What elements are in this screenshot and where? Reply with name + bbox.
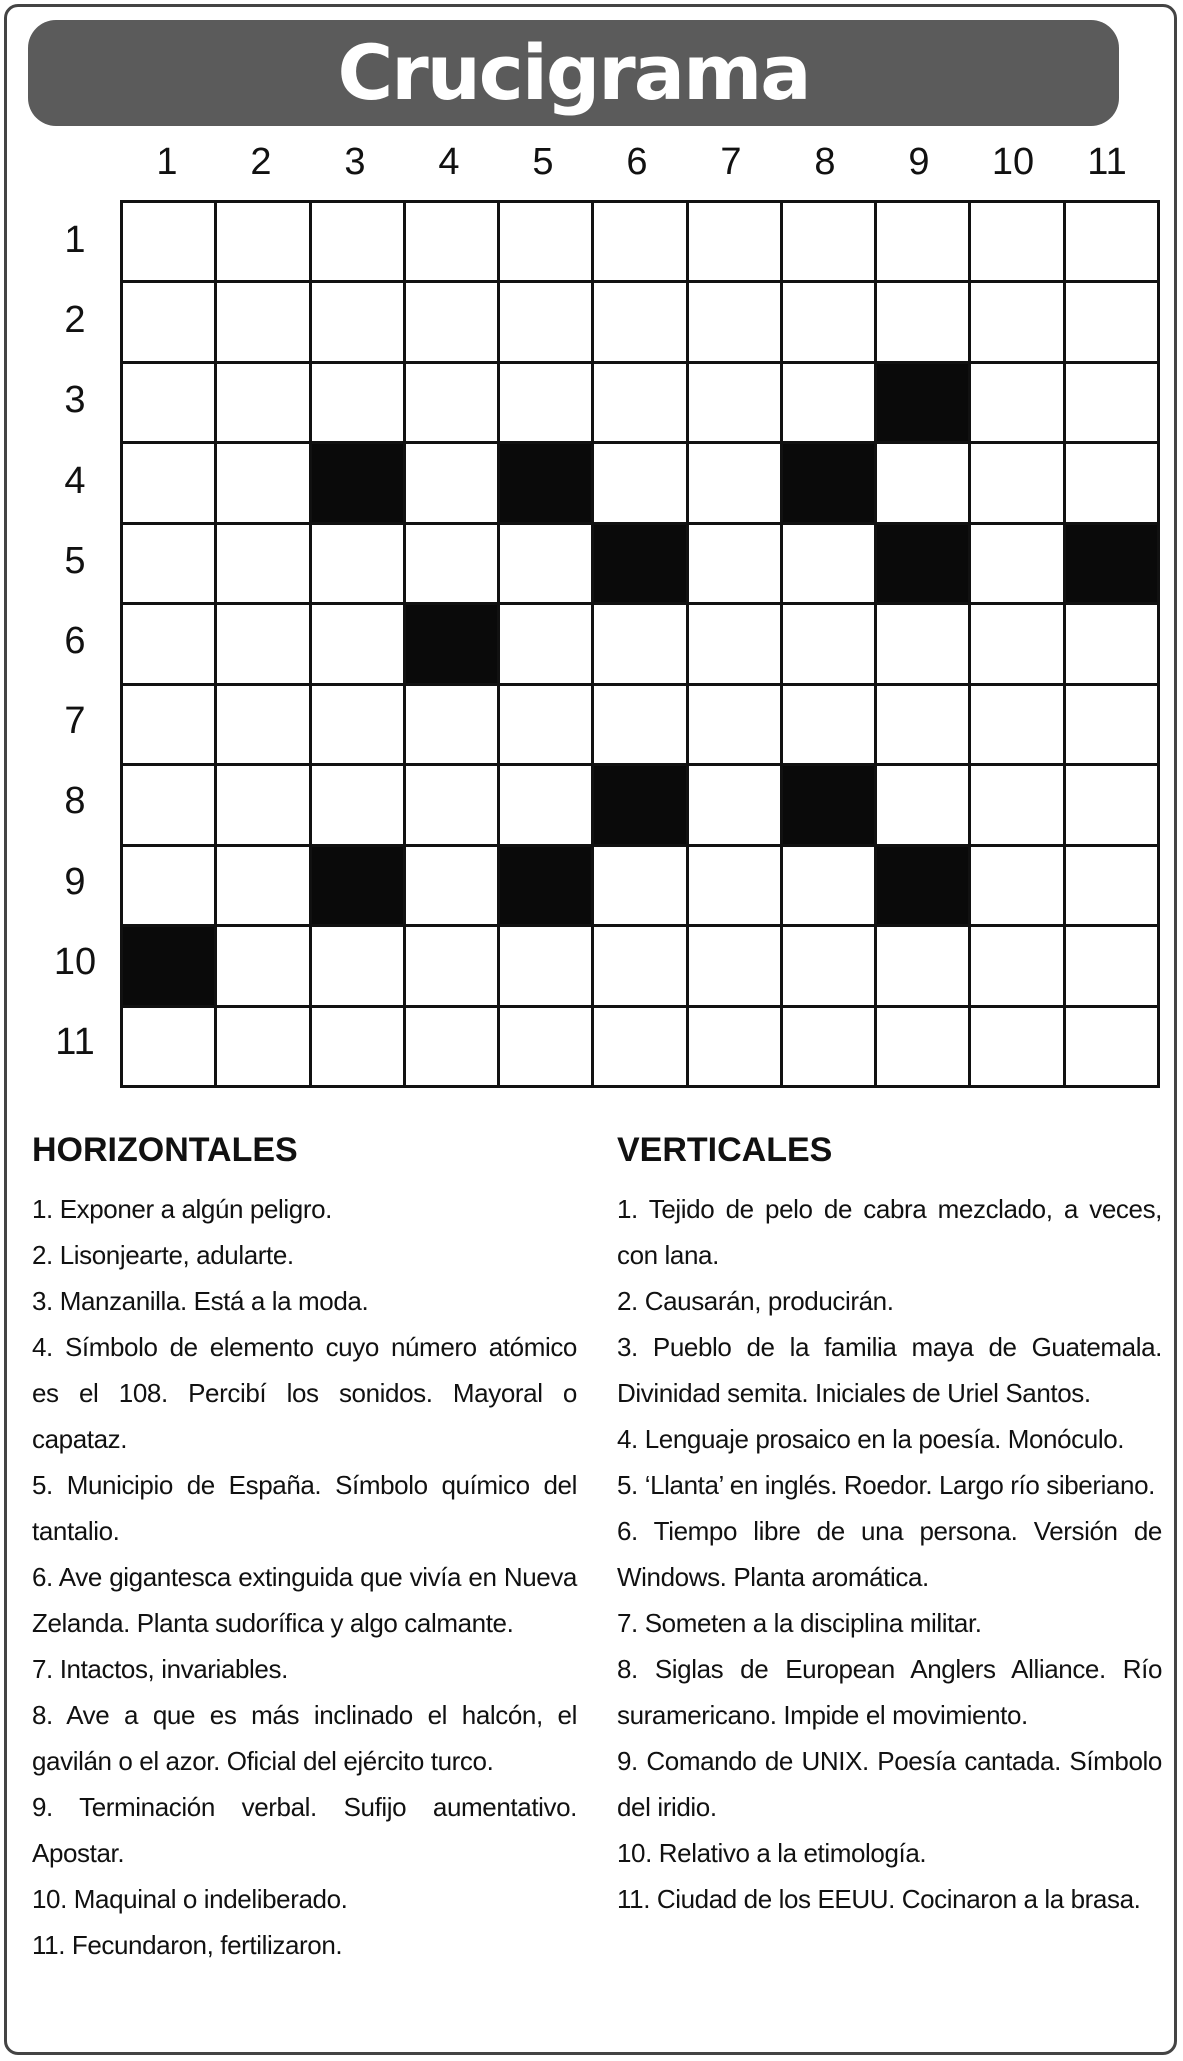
clue-item: 3. Pueblo de la familia maya de Guatemala. Divinidad semita. Iniciales de Uriel Santos. bbox=[617, 1332, 1162, 1408]
grid-cell[interactable] bbox=[971, 1008, 1062, 1085]
grid-cell[interactable] bbox=[594, 203, 685, 280]
grid-cell[interactable] bbox=[406, 364, 497, 441]
grid-cell[interactable] bbox=[217, 686, 308, 763]
column-number: 8 bbox=[814, 141, 836, 183]
grid-cell[interactable] bbox=[783, 686, 874, 763]
grid-cell[interactable] bbox=[217, 927, 308, 1004]
grid-cell[interactable] bbox=[406, 1008, 497, 1085]
column-number: 7 bbox=[720, 141, 742, 183]
grid-cell[interactable] bbox=[783, 927, 874, 1004]
clue-item: 7. Intactos, invariables. bbox=[32, 1654, 288, 1684]
grid-cell[interactable] bbox=[594, 444, 685, 521]
grid-cell[interactable] bbox=[406, 525, 497, 602]
grid-cell[interactable] bbox=[689, 686, 780, 763]
black-cell bbox=[594, 766, 685, 843]
grid-cell[interactable] bbox=[1066, 444, 1157, 521]
row-number: 6 bbox=[64, 620, 86, 662]
grid-cell[interactable] bbox=[971, 203, 1062, 280]
grid-cell[interactable] bbox=[783, 283, 874, 360]
row-number: 3 bbox=[64, 379, 86, 422]
grid-cell[interactable] bbox=[1066, 847, 1157, 924]
horizontal-clue-list bbox=[32, 1186, 577, 1968]
grid-cell[interactable] bbox=[312, 766, 403, 843]
clue-item: 9. Comando de UNIX. Poesía cantada. Símbolo del iridio. bbox=[617, 1746, 1162, 1822]
grid-cell[interactable] bbox=[783, 847, 874, 924]
black-cell bbox=[877, 364, 968, 441]
grid-cell[interactable] bbox=[500, 364, 591, 441]
column-number: 2 bbox=[250, 141, 272, 183]
column-number: 10 bbox=[991, 141, 1035, 183]
crossword-grid bbox=[120, 200, 1160, 1088]
black-cell bbox=[783, 766, 874, 843]
grid-cell[interactable] bbox=[406, 847, 497, 924]
grid-cell[interactable] bbox=[1066, 605, 1157, 682]
grid-cell[interactable] bbox=[406, 283, 497, 360]
grid-cell[interactable] bbox=[217, 525, 308, 602]
grid-cell[interactable] bbox=[783, 1008, 874, 1085]
grid-cell[interactable] bbox=[217, 847, 308, 924]
column-number: 9 bbox=[908, 141, 930, 183]
grid-cell[interactable] bbox=[971, 847, 1062, 924]
grid-cell[interactable] bbox=[123, 605, 214, 682]
grid-cell[interactable] bbox=[123, 1008, 214, 1085]
grid-cell[interactable] bbox=[877, 605, 968, 682]
grid-cell[interactable] bbox=[594, 686, 685, 763]
grid-cell[interactable] bbox=[123, 203, 214, 280]
grid-cell[interactable] bbox=[971, 686, 1062, 763]
grid-cell[interactable] bbox=[312, 364, 403, 441]
black-cell bbox=[312, 847, 403, 924]
black-cell bbox=[406, 605, 497, 682]
black-cell bbox=[877, 525, 968, 602]
grid-cell[interactable] bbox=[1066, 686, 1157, 763]
vertical-clue-list bbox=[617, 1186, 1162, 1922]
grid-cell[interactable] bbox=[689, 766, 780, 843]
row-number: 11 bbox=[55, 1021, 95, 1063]
clue-item: 5. Municipio de España. Símbolo químico del tantalio. bbox=[32, 1470, 577, 1546]
grid-cell[interactable] bbox=[217, 364, 308, 441]
column-number: 11 bbox=[1087, 141, 1127, 183]
grid-cell[interactable] bbox=[500, 927, 591, 1004]
grid-cell[interactable] bbox=[500, 525, 591, 602]
black-cell bbox=[783, 444, 874, 521]
clue-item: 10. Relativo a la etimología. bbox=[617, 1838, 927, 1868]
clue-item: 5. ‘Llanta’ en inglés. Roedor. Largo río siberiano. bbox=[617, 1470, 1155, 1500]
grid-cell[interactable] bbox=[123, 525, 214, 602]
grid-cell[interactable] bbox=[217, 444, 308, 521]
grid-cell[interactable] bbox=[594, 605, 685, 682]
grid-cell[interactable] bbox=[971, 927, 1062, 1004]
grid-cell[interactable] bbox=[971, 605, 1062, 682]
grid-cell[interactable] bbox=[500, 605, 591, 682]
grid-cell[interactable] bbox=[783, 605, 874, 682]
grid-cell[interactable] bbox=[312, 605, 403, 682]
clue-item: 4. Símbolo de elemento cuyo número atómico es el 108. Percibí los sonidos. Mayoral o capataz. bbox=[32, 1332, 577, 1454]
column-number-header bbox=[120, 135, 1158, 190]
grid-cell[interactable] bbox=[312, 525, 403, 602]
grid-cell[interactable] bbox=[123, 766, 214, 843]
clue-item: 1. Tejido de pelo de cabra mezclado, a veces, con lana. bbox=[617, 1194, 1162, 1270]
clue-item: 1. Exponer a algún peligro. bbox=[32, 1194, 332, 1224]
grid-cell[interactable] bbox=[123, 847, 214, 924]
grid-cell[interactable] bbox=[312, 927, 403, 1004]
grid-cell[interactable] bbox=[1066, 766, 1157, 843]
grid-cell[interactable] bbox=[877, 1008, 968, 1085]
vertical-clues-section bbox=[617, 1120, 1162, 1922]
grid-cell[interactable] bbox=[783, 364, 874, 441]
grid-cell[interactable] bbox=[594, 283, 685, 360]
grid-cell[interactable] bbox=[500, 283, 591, 360]
grid-cell[interactable] bbox=[1066, 203, 1157, 280]
grid-cell[interactable] bbox=[217, 605, 308, 682]
column-number: 6 bbox=[626, 141, 648, 183]
clue-item: 6. Ave gigantesca extinguida que vivía en Nueva Zelanda. Planta sudorífica y algo calmante. bbox=[32, 1562, 577, 1638]
grid-cell[interactable] bbox=[877, 766, 968, 843]
grid-cell[interactable] bbox=[689, 847, 780, 924]
black-cell bbox=[1066, 525, 1157, 602]
grid-cell[interactable] bbox=[406, 766, 497, 843]
column-number: 1 bbox=[156, 141, 178, 183]
clue-item: 7. Someten a la disciplina militar. bbox=[617, 1608, 982, 1638]
row-number: 4 bbox=[64, 459, 86, 502]
clue-item: 8. Siglas de European Anglers Alliance. Río suramericano. Impide el movimiento. bbox=[617, 1654, 1162, 1730]
clue-item: 10. Maquinal o indeliberado. bbox=[32, 1884, 348, 1914]
grid-cell[interactable] bbox=[312, 203, 403, 280]
clue-item: 6. Tiempo libre de una persona. Versión de Windows. Planta aromática. bbox=[617, 1516, 1162, 1592]
grid-cell[interactable] bbox=[689, 927, 780, 1004]
grid-cell[interactable] bbox=[1066, 283, 1157, 360]
grid-cell[interactable] bbox=[877, 444, 968, 521]
page-title: Crucigrama bbox=[337, 28, 810, 117]
grid-cell[interactable] bbox=[689, 203, 780, 280]
title-bar bbox=[28, 20, 1119, 126]
row-number: 7 bbox=[64, 700, 86, 743]
black-cell bbox=[877, 847, 968, 924]
clue-item: 4. Lenguaje prosaico en la poesía. Monóculo. bbox=[617, 1424, 1125, 1454]
grid-cell[interactable] bbox=[406, 686, 497, 763]
grid-cell[interactable] bbox=[689, 283, 780, 360]
grid-cell[interactable] bbox=[877, 927, 968, 1004]
grid-cell[interactable] bbox=[971, 766, 1062, 843]
black-cell bbox=[500, 444, 591, 521]
grid-cell[interactable] bbox=[312, 1008, 403, 1085]
clue-item: 2. Lisonjearte, adularte. bbox=[32, 1240, 294, 1270]
row-number-header bbox=[30, 200, 120, 1086]
grid-cell[interactable] bbox=[500, 1008, 591, 1085]
horizontal-clues-section bbox=[32, 1120, 577, 1968]
clue-item: 11. Fecundaron, fertilizaron. bbox=[32, 1930, 343, 1960]
grid-cell[interactable] bbox=[500, 766, 591, 843]
grid-cell[interactable] bbox=[689, 1008, 780, 1085]
grid-cell[interactable] bbox=[877, 283, 968, 360]
grid-cell[interactable] bbox=[217, 766, 308, 843]
grid-cell[interactable] bbox=[217, 203, 308, 280]
grid-cell[interactable] bbox=[689, 444, 780, 521]
grid-cell[interactable] bbox=[1066, 1008, 1157, 1085]
column-number: 5 bbox=[532, 141, 554, 183]
grid-cell[interactable] bbox=[594, 927, 685, 1004]
grid-cell[interactable] bbox=[877, 203, 968, 280]
vertical-clues-heading: VERTICALES bbox=[617, 1131, 833, 1169]
grid-cell[interactable] bbox=[594, 364, 685, 441]
grid-cell[interactable] bbox=[500, 203, 591, 280]
row-number: 8 bbox=[64, 780, 86, 823]
horizontal-clues-heading: HORIZONTALES bbox=[32, 1131, 298, 1169]
grid-cell[interactable] bbox=[312, 686, 403, 763]
grid-cell[interactable] bbox=[123, 444, 214, 521]
grid-cell[interactable] bbox=[500, 686, 591, 763]
grid-cell[interactable] bbox=[971, 444, 1062, 521]
grid-cell[interactable] bbox=[123, 283, 214, 360]
row-number: 10 bbox=[53, 940, 97, 983]
clue-item: 2. Causarán, producirán. bbox=[617, 1286, 894, 1316]
clue-item: 3. Manzanilla. Está a la moda. bbox=[32, 1286, 369, 1316]
grid-cell[interactable] bbox=[123, 364, 214, 441]
grid-cell[interactable] bbox=[877, 686, 968, 763]
grid-cell[interactable] bbox=[217, 1008, 308, 1085]
grid-cell[interactable] bbox=[689, 525, 780, 602]
grid-cell[interactable] bbox=[1066, 927, 1157, 1004]
grid-cell[interactable] bbox=[783, 525, 874, 602]
black-cell bbox=[500, 847, 591, 924]
grid-cell[interactable] bbox=[783, 203, 874, 280]
row-number: 2 bbox=[64, 299, 86, 342]
column-number: 4 bbox=[438, 141, 460, 183]
grid-cell[interactable] bbox=[689, 605, 780, 682]
grid-cell[interactable] bbox=[406, 444, 497, 521]
clue-item: 8. Ave a que es más inclinado el halcón, el gavilán o el azor. Oficial del ejército turco. bbox=[32, 1700, 577, 1776]
grid-cell[interactable] bbox=[689, 364, 780, 441]
grid-cell[interactable] bbox=[971, 525, 1062, 602]
grid-cell[interactable] bbox=[406, 203, 497, 280]
clue-item: 11. Ciudad de los EEUU. Cocinaron a la brasa. bbox=[617, 1884, 1141, 1914]
black-cell bbox=[123, 927, 214, 1004]
row-number: 1 bbox=[64, 219, 86, 261]
black-cell bbox=[312, 444, 403, 521]
grid-cell[interactable] bbox=[971, 283, 1062, 360]
grid-cell[interactable] bbox=[1066, 364, 1157, 441]
grid-cell[interactable] bbox=[406, 927, 497, 1004]
grid-cell[interactable] bbox=[971, 364, 1062, 441]
clue-item: 9. Terminación verbal. Sufijo aumentativo. Apostar. bbox=[32, 1792, 577, 1868]
grid-cell[interactable] bbox=[594, 847, 685, 924]
black-cell bbox=[594, 525, 685, 602]
grid-cell[interactable] bbox=[217, 283, 308, 360]
grid-cell[interactable] bbox=[312, 283, 403, 360]
row-number: 9 bbox=[64, 860, 86, 903]
grid-cell[interactable] bbox=[594, 1008, 685, 1085]
grid-cell[interactable] bbox=[123, 686, 214, 763]
row-number: 5 bbox=[64, 539, 86, 582]
column-number: 3 bbox=[344, 141, 366, 183]
